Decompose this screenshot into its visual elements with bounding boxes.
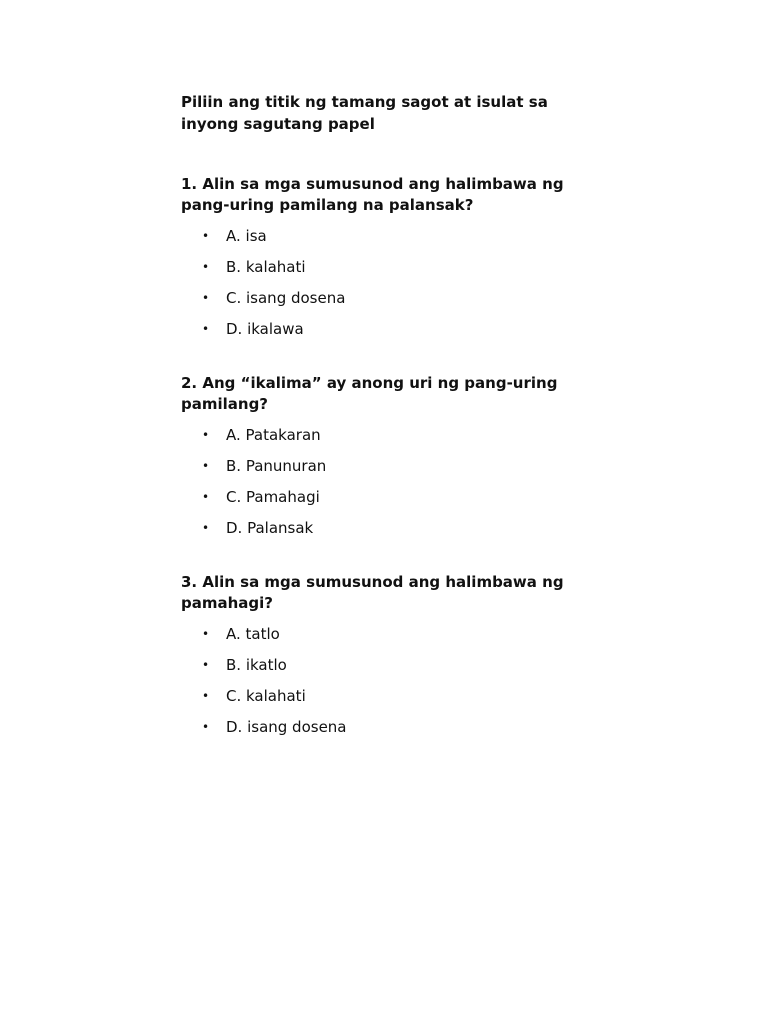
bullet-icon: •	[202, 291, 210, 305]
choice-list	[181, 420, 601, 544]
bullet-icon: •	[202, 459, 210, 473]
choice-item	[181, 482, 601, 513]
question-text: 3. Alin sa mga sumusunod ang halimbawa ng pamahagi?	[181, 573, 564, 612]
choice-item	[181, 420, 601, 451]
choice-item	[181, 221, 601, 252]
choice-label: A. isa	[226, 227, 267, 245]
choice-label: D. Palansak	[226, 519, 314, 537]
choice-label: B. ikatlo	[226, 656, 287, 674]
choice-item	[181, 314, 601, 345]
choice-label: D. isang dosena	[226, 718, 347, 736]
choice-item	[181, 283, 601, 314]
choice-label: A. Patakaran	[226, 426, 321, 444]
choice-label: C. Pamahagi	[226, 488, 320, 506]
question-1	[181, 174, 601, 345]
choice-item	[181, 681, 601, 712]
bullet-icon: •	[202, 229, 210, 243]
choice-item	[181, 513, 601, 544]
choice-list	[181, 619, 601, 743]
choice-label: B. kalahati	[226, 258, 306, 276]
choice-item	[181, 650, 601, 681]
question-text: 2. Ang “ikalima” ay anong uri ng pang-uring pamilang?	[181, 374, 558, 413]
question-3	[181, 572, 601, 743]
choice-label: C. isang dosena	[226, 289, 346, 307]
bullet-icon: •	[202, 260, 210, 274]
bullet-icon: •	[202, 720, 210, 734]
worksheet-page	[181, 91, 601, 771]
bullet-icon: •	[202, 521, 210, 535]
bullet-icon: •	[202, 428, 210, 442]
choice-item	[181, 712, 601, 743]
bullet-icon: •	[202, 627, 210, 641]
choice-item	[181, 619, 601, 650]
question-2	[181, 373, 601, 544]
question-text: 1. Alin sa mga sumusunod ang halimbawa ng pang-uring pamilang na palansak?	[181, 175, 564, 214]
instructions-text: Piliin ang titik ng tamang sagot at isulat sa inyong sagutang papel	[181, 93, 548, 133]
bullet-icon: •	[202, 658, 210, 672]
choice-item	[181, 451, 601, 482]
choice-item	[181, 252, 601, 283]
choice-label: B. Panunuran	[226, 457, 327, 475]
choice-label: D. ikalawa	[226, 320, 304, 338]
bullet-icon: •	[202, 322, 210, 336]
choice-label: C. kalahati	[226, 687, 306, 705]
bullet-icon: •	[202, 490, 210, 504]
choice-list	[181, 221, 601, 345]
choice-label: A. tatlo	[226, 625, 280, 643]
bullet-icon: •	[202, 689, 210, 703]
